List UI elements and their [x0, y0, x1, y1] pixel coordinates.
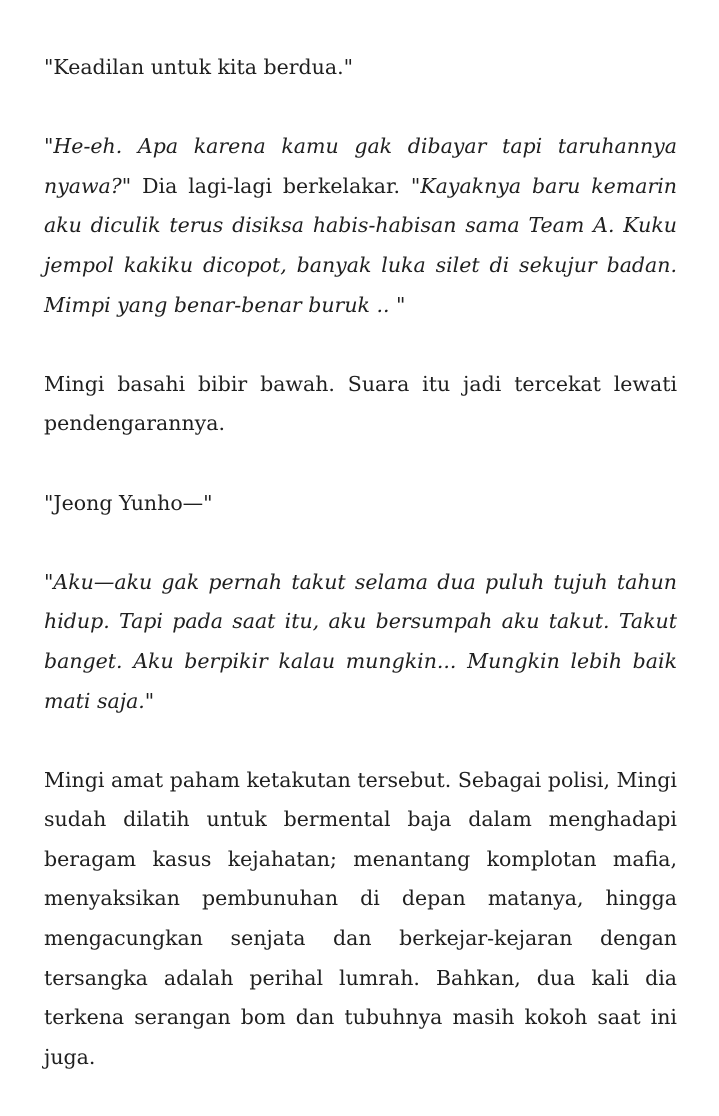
dialogue-line: "Keadilan untuk kita berdua."	[44, 55, 354, 79]
italic-dialogue: "Aku—aku gak pernah takut selama dua puluh tujuh tahun hidup. Tapi pada saat itu, aku bersumpah aku takut. Takut banget. Aku berpikir kalau mungkin... Mungkin lebih baik mati saja."	[44, 569, 677, 713]
story-text	[44, 48, 677, 1077]
paragraph-6	[44, 761, 677, 1078]
paragraph-4	[44, 484, 677, 524]
italic-dialogue: "He-eh. Apa karena kamu gak dibayar tapi taruhannya nyawa?"	[44, 134, 677, 198]
narration: Mingi amat paham ketakutan tersebut. Sebagai polisi, Mingi sudah dilatih untuk bermental baja dalam menghadapi beragam kasus kejahatan; menantang komplotan mafia, menyaksikan pembunuhan di depan matanya, hingga mengacungkan senjata dan berkejar-kejaran dengan tersangka adalah perihal lumrah. Bahkan, dua kali dia terkena serangan bom dan tubuhnya masih kokoh saat ini juga.	[44, 767, 677, 1069]
italic-dialogue: "Kayaknya baru kemarin aku diculik terus disiksa habis-habisan sama Team A. Kuku jempol kakiku dicopot, banyak luka silet di sekujur badan. Mimpi yang benar-benar buruk .. "	[44, 173, 677, 317]
paragraph-2	[44, 127, 677, 325]
paragraph-3	[44, 365, 677, 444]
paragraph-1	[44, 48, 677, 88]
narration: Mingi basahi bibir bawah. Suara itu jadi tercekat lewati pendengarannya.	[44, 371, 677, 436]
narration: Dia lagi-lagi berkelakar.	[131, 173, 411, 198]
dialogue-line: "Jeong Yunho—"	[44, 490, 213, 515]
paragraph-5	[44, 563, 677, 721]
